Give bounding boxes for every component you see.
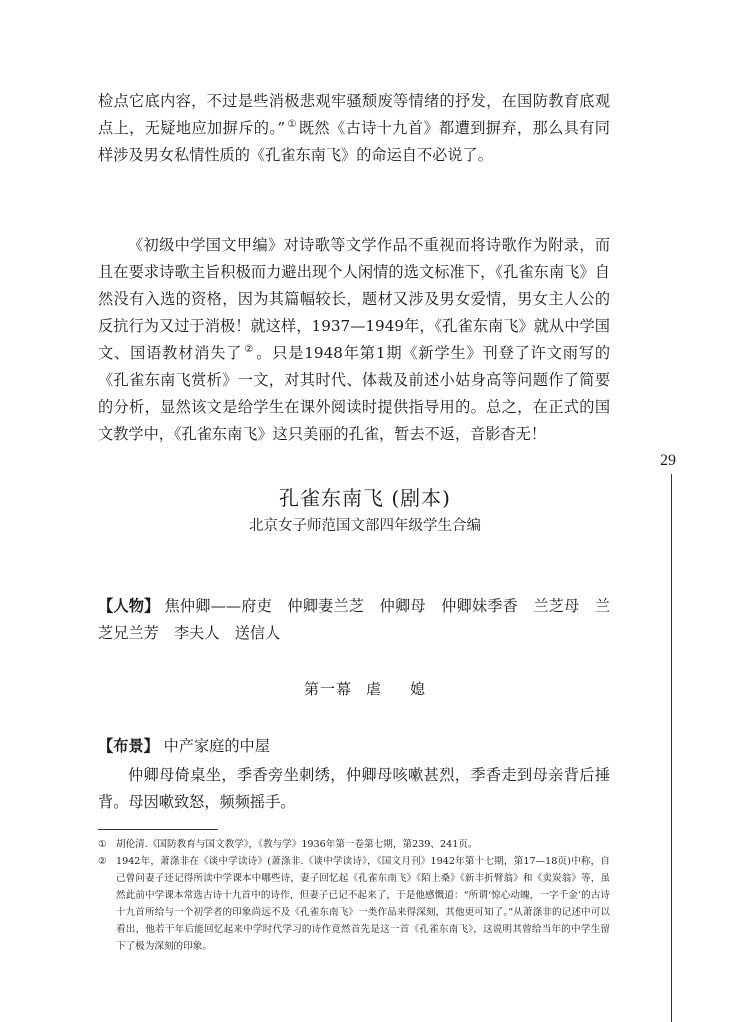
scene-text: 中产家庭的中屋 <box>163 737 270 755</box>
script-title: 孔雀东南飞 (剧本) <box>279 486 451 510</box>
footnote-2 <box>98 853 610 955</box>
footnote-text: 胡伦清.《国防教育与国文教学》，《教与学》1936年第一卷第七期，第239、241页。 <box>116 839 478 850</box>
paragraph-text: 。只是1948年第1期《新学生》刊登了许文雨写的《孔雀东南飞赏析》一文，对其时代、体裁及前述小姑身高等问题作了简要的分析，显然该文是给学生在课外阅读时提供指导用的。总之，在正式的国文教学中，《孔雀东南飞》这只美丽的孔雀，暂去不返，音影杳无！ <box>98 344 611 443</box>
footnote-mark: ① <box>98 839 107 850</box>
paragraph-text: 既然《古诗十九首》都遭到摒弃，那么具有同样涉及男女私情性质的《孔雀东南飞》的命运自不必说了。 <box>98 119 610 164</box>
margin-rule <box>671 474 672 1022</box>
act-heading <box>0 678 730 699</box>
scene-label: 【布景】 <box>98 737 159 755</box>
paragraph-text: 《初级中学国文甲编》对诗歌等文学作品不重视而将诗歌作为附录，而且在要求诗歌主旨积极而力避出现个人闲情的选文标准下，《孔雀东南飞》自然没有入选的资格，因为其篇幅较长，题材又涉及男女爱情，男女主人公的反抗行为又过于消极！就这样，1937—1949年，《孔雀东南飞》就从中学国文、国语教材消失了 <box>98 236 610 362</box>
act-name-2: 媳 <box>410 680 427 698</box>
cast-text: 焦仲卿——府吏 仲卿妻兰芝 仲卿母 仲卿妹季香 兰芝母 兰芝兄兰芳 李夫人 送信人 <box>98 597 611 642</box>
footnote-mark: ② <box>98 856 107 867</box>
cast-label: 【人物】 <box>98 597 160 615</box>
scene-setting <box>98 733 610 760</box>
footnotes <box>98 836 610 955</box>
body-paragraph-2 <box>98 232 610 448</box>
footnote-ref-1: ① <box>287 118 297 130</box>
body-paragraph-1 <box>98 88 610 169</box>
page-number: 29 <box>660 452 676 469</box>
act-title: 第一幕 <box>303 680 352 698</box>
footnote-ref-2: ② <box>244 343 255 355</box>
footnote-1 <box>98 836 610 853</box>
script-subtitle: 北京女子师范国文部四年级学生合编 <box>249 518 481 534</box>
act-name-1: 虐 <box>365 680 382 698</box>
footnote-divider <box>98 829 218 830</box>
paragraph-text: 检点它底内容，不过是些消极悲观牢骚颓废等情绪的抒发，在国防教育底观点上，无疑地应加摒斥的。” <box>98 92 610 137</box>
footnote-text: 1942年，萧涤非在《谈中学读诗》(萧涤非.《谈中学读诗》，《国文月刊》1942年第十七期，第17—18页)中称，自己曾问妻子还记得所读中学课本中哪些诗，妻子回忆起《孔雀东南飞》《陌上桑》《新丰折臂翁》和《卖炭翁》等，虽然此前中学课本常选古诗十九首中的诗作，但妻子已记不起来了，于是他感慨道：“所谓‘惊心动魄，一字千金’的古诗十九首所给与一个初学者的印象尚远不及《孔雀东南飞》一类作品来得深刻，其他更可知了。”从萧涤非的记述中可以看出，他若干年后能回忆起来中学时代学习的诗作竟然首先是这一首《孔雀东南飞》，这说明其曾给当年的中学生留下了极为深刻的印象。 <box>116 856 610 952</box>
scene-description: 仲卿母倚桌坐，季香旁坐刺绣，仲卿母咳嗽甚烈，季香走到母亲背后捶背。母因嗽致怒，频频摇手。 <box>98 766 610 811</box>
cast-list <box>98 593 610 647</box>
